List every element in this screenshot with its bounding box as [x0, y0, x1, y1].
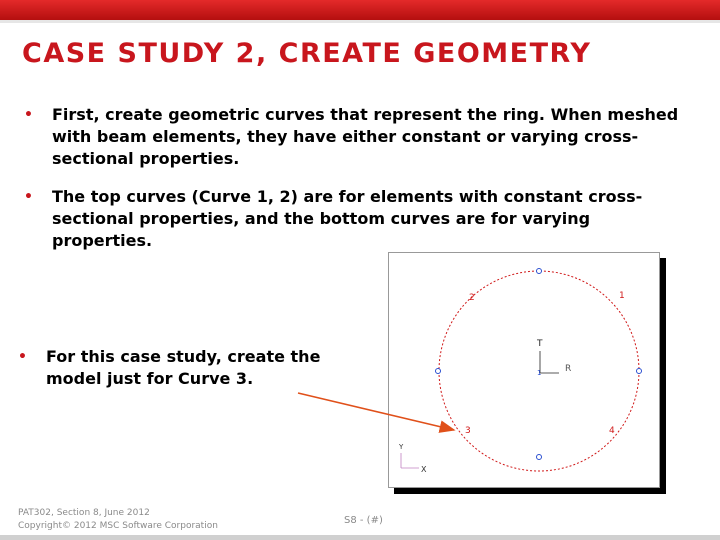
- bullet-marker: •: [18, 349, 27, 365]
- axis-label-r: R: [565, 364, 572, 374]
- footer-course: PAT302, Section 8, June 2012: [18, 508, 150, 518]
- curve-label-2: 2: [469, 293, 475, 303]
- footer-bar: [0, 535, 720, 540]
- bullet-text: First, create geometric curves that represent the ring. When meshed with beam elements, they have either constant or varying cross-sectional properties.: [52, 105, 679, 168]
- origin-label: 1: [537, 369, 542, 377]
- curve-label-3: 3: [465, 426, 471, 436]
- curve-label-1: 1: [619, 291, 625, 301]
- axis-label-t: T: [537, 339, 543, 349]
- bullet-marker: •: [24, 107, 33, 123]
- global-axis-label-y: Y: [399, 443, 404, 451]
- bullet-marker: •: [24, 189, 33, 205]
- bullet-text: The top curves (Curve 1, 2) are for elements with constant cross-sectional properties, and the bottom curves are for varying properties.: [52, 187, 643, 250]
- curve-label-4: 4: [609, 426, 615, 436]
- bullet-text: For this case study, create the model just for Curve 3.: [46, 347, 321, 388]
- footer-copyright: [18, 507, 218, 533]
- footer-copyright-text: Copyright© 2012 MSC Software Corporation: [18, 521, 218, 531]
- slide-title: CASE STUDY 2, CREATE GEOMETRY: [22, 38, 592, 69]
- page-number: S8 - (#): [344, 515, 383, 526]
- global-axis-label-x: X: [421, 465, 427, 474]
